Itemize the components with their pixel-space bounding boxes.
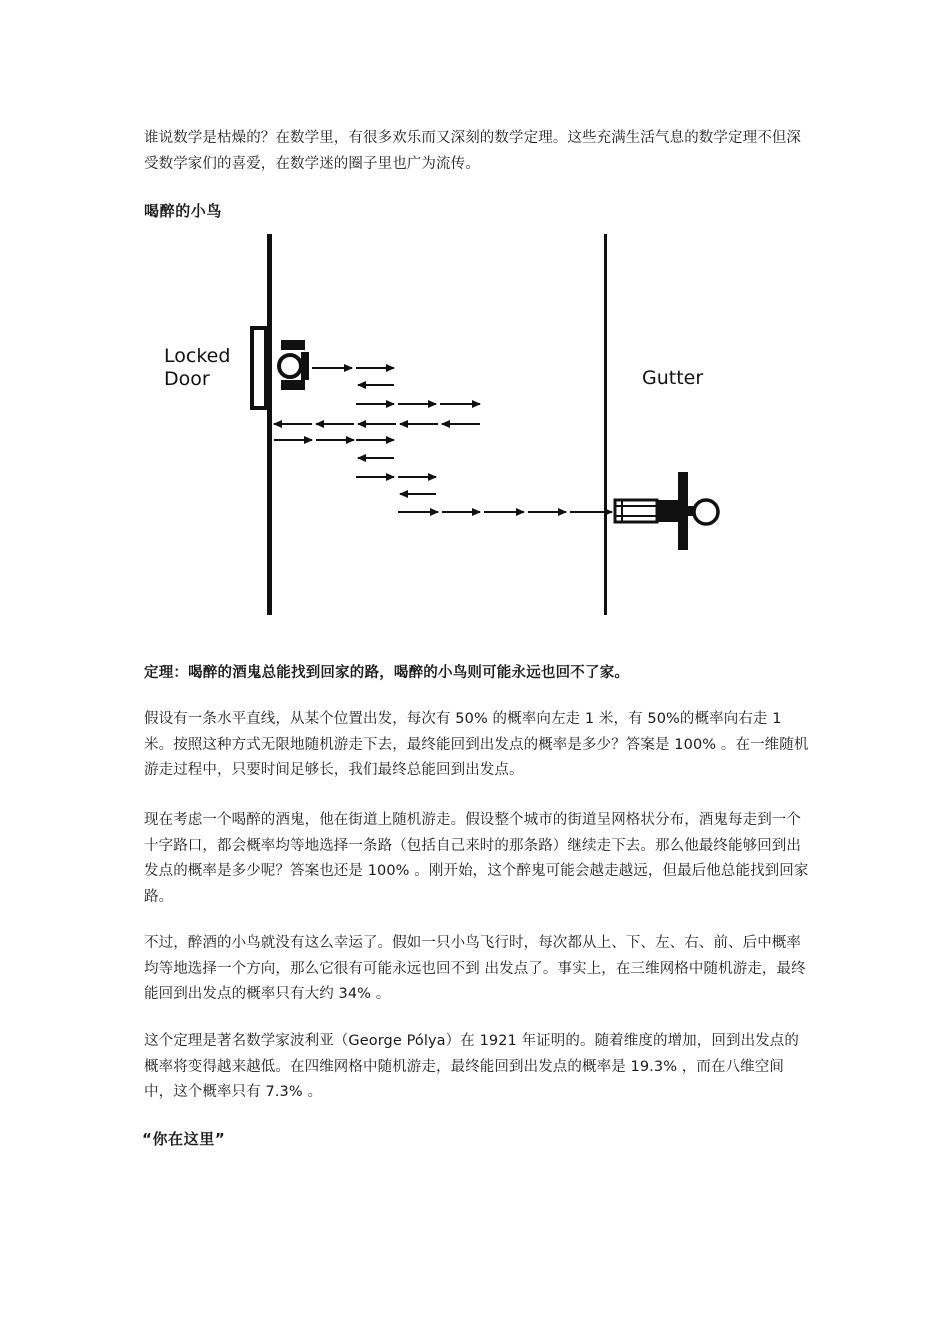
gutter-label: Gutter [642,367,704,389]
intro-paragraph: 谁说数学是枯燥的？在数学里，有很多欢乐而又深刻的数学定理。这些充满生活气息的数学定理不但深受数学家们的喜爱，在数学迷的圈子里也广为流传。 [144,130,801,172]
wall-line [267,234,272,615]
theorem-statement: 定理：喝醉的酒鬼总能找到回家的路，喝醉的小鸟则可能永远也回不了家。 [144,665,630,681]
paragraph-1d-walk: 假设有一条水平直线，从某个位置出发，每次有 50% 的概率向左走 1 米，有 50%的概率向右走 1 米。按照这种方式无限地随机游走下去，最终能回到出发点的概率是多少？答案是 100% 。在一维随机游走过程中，只要时间足够长，我们最终总能回到出发点。 [144,711,809,778]
section-title-drunk-bird: 喝醉的小鸟 [144,202,223,220]
drunk-start-figure [279,340,309,390]
door-label-line1: Locked [164,345,231,367]
random-walk-diagram [150,228,750,623]
paragraph-3d-walk: 不过，醉酒的小鸟就没有这么幸运了。假如一只小鸟飞行时，每次都从上、下、左、右、前、后中概率均等地选择一个方向，那么它很有可能永远也回不到 出发点了。事实上，在三维网格中随机游走，最终能回到出发点的概率只有大约 34% 。 [144,935,806,1002]
door-shape [252,328,266,408]
section-title-you-are-here: “你在这里” [142,1130,226,1148]
walk-arrows [274,368,612,512]
random-walk-figure [150,228,750,623]
paragraph-polya: 这个定理是著名数学家波利亚（George Pólya）在 1921 年证明的。随着维度的增加，回到出发点的概率将变得越来越低。在四维网格中随机游走，最终能回到出发点的概率是 19.3% ，而在八维空间中，这个概率只有 7.3% 。 [144,1033,799,1100]
drunk-gutter-figure [615,472,718,550]
paragraph-2d-walk: 现在考虑一个喝醉的酒鬼，他在街道上随机游走。假设整个城市的街道呈网格状分布，酒鬼每走到一个十字路口，都会概率均等地选择一条路（包括自己来时的那条路）继续走下去。那么他最终能够回到出发点的概率是多少呢？答案也还是 100% 。刚开始，这个醉鬼可能会越走越远，但最后他总能找到回家路。 [144,812,809,905]
door-label-line2: Door [164,368,210,390]
gutter-line [604,234,607,615]
